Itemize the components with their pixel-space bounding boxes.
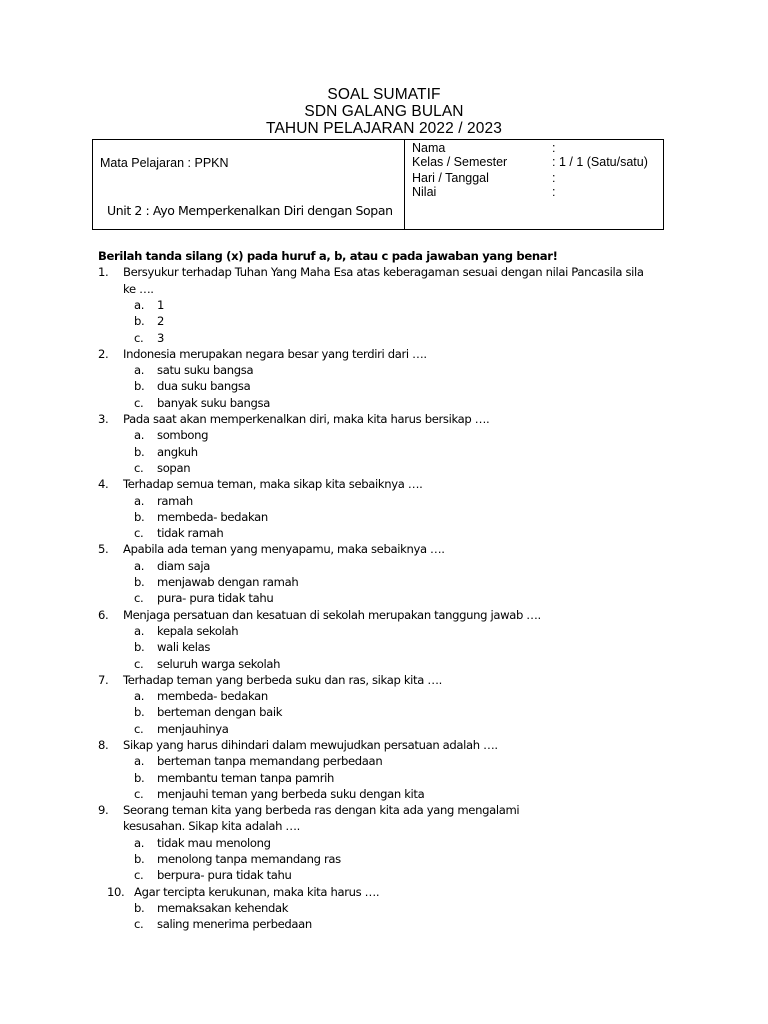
option-letter: b. <box>134 379 145 394</box>
option-text: satu suku bangsa <box>157 363 254 378</box>
option-letter: c. <box>134 330 144 345</box>
option-item <box>98 444 698 460</box>
option-text: membeda- bedakan <box>157 509 268 524</box>
option-text: ramah <box>157 493 193 508</box>
title-line-1: SOAL SUMATIF <box>327 86 441 103</box>
option-letter: a. <box>134 363 145 378</box>
option-letter: a. <box>134 754 145 769</box>
option-item <box>98 916 698 932</box>
question-item <box>98 607 698 623</box>
question-item <box>98 264 698 280</box>
option-letter: b. <box>134 852 145 867</box>
option-letter: c. <box>134 591 144 606</box>
option-text: menolong tanpa memandang ras <box>157 852 341 867</box>
question-text-continued: kesusahan. Sikap kita adalah …. <box>123 819 301 834</box>
option-text: dua suku bangsa <box>157 379 251 394</box>
option-letter: a. <box>134 297 145 312</box>
instruction-text: Berilah tanda silang (x) pada huruf a, b, atau c pada jawaban yang benar! <box>98 249 558 263</box>
option-text: menjauhi teman yang berbeda suku dengan kita <box>157 786 425 801</box>
option-item <box>98 835 698 851</box>
question-number: 10. <box>107 884 125 899</box>
option-letter: c. <box>134 786 144 801</box>
option-item <box>98 395 698 411</box>
question-item <box>98 802 698 818</box>
option-letter: c. <box>134 656 144 671</box>
header-divider <box>404 140 405 229</box>
option-letter: c. <box>134 721 144 736</box>
worksheet-title <box>0 86 768 137</box>
option-letter: c. <box>134 395 144 410</box>
option-letter: b. <box>134 705 145 720</box>
unit-label: Unit 2 : Ayo Memperkenalkan Diri dengan Sopan <box>107 203 393 218</box>
option-letter: c. <box>134 917 144 932</box>
option-text: sombong <box>157 428 209 443</box>
subject-label: Mata Pelajaran : PPKN <box>100 156 229 170</box>
question-number: 9. <box>98 803 109 818</box>
info-label: Hari / Tanggal <box>412 171 489 185</box>
question-number: 2. <box>98 346 109 361</box>
option-item <box>98 656 698 672</box>
option-letter: a. <box>134 428 145 443</box>
option-item <box>98 786 698 802</box>
option-text: tidak mau menolong <box>157 835 271 850</box>
question-text-continued: ke …. <box>123 281 154 296</box>
option-text: menjawab dengan ramah <box>157 575 299 590</box>
question-item <box>98 672 698 688</box>
option-item <box>98 590 698 606</box>
info-value: : 1 / 1 (Satu/satu) <box>552 155 648 169</box>
option-text: berpura- pura tidak tahu <box>157 868 292 883</box>
question-item <box>98 541 698 557</box>
option-item <box>98 509 698 525</box>
option-text: seluruh warga sekolah <box>157 656 281 671</box>
question-item <box>98 411 698 427</box>
option-item <box>98 313 698 329</box>
option-item <box>98 900 698 916</box>
option-text: sopan <box>157 460 191 475</box>
info-label: Nilai <box>412 185 437 199</box>
option-item <box>98 770 698 786</box>
option-letter: c. <box>134 868 144 883</box>
option-item <box>98 623 698 639</box>
question-number: 6. <box>98 607 109 622</box>
question-number: 1. <box>98 265 109 280</box>
header-table <box>92 139 664 230</box>
question-text: Indonesia merupakan negara besar yang terdiri dari …. <box>123 346 427 361</box>
question-text: Seorang teman kita yang berbeda ras dengan kita ada yang mengalami <box>123 803 520 818</box>
question-number: 4. <box>98 477 109 492</box>
option-text: 1 <box>157 297 165 312</box>
question-text: Terhadap teman yang berbeda suku dan ras, sikap kita …. <box>123 672 442 687</box>
option-text: saling menerima perbedaan <box>157 917 312 932</box>
option-letter: b. <box>134 640 145 655</box>
option-letter: b. <box>134 900 145 915</box>
option-item <box>98 867 698 883</box>
question-list <box>98 248 698 933</box>
question-text: Apabila ada teman yang menyapamu, maka sebaiknya …. <box>123 542 445 557</box>
title-line-2: SDN GALANG BULAN <box>304 103 464 120</box>
question-item <box>98 346 698 362</box>
info-value: : <box>552 185 556 199</box>
question-text: Sikap yang harus dihindari dalam mewujudkan persatuan adalah …. <box>123 738 498 752</box>
option-text: pura- pura tidak tahu <box>157 591 274 606</box>
question-continuation <box>98 281 698 297</box>
option-text: wali kelas <box>157 640 211 655</box>
option-item <box>98 688 698 704</box>
info-label: Nama <box>412 141 446 155</box>
question-text: Menjaga persatuan dan kesatuan di sekolah merupakan tanggung jawab …. <box>123 607 541 622</box>
question-text: Pada saat akan memperkenalkan diri, maka kita harus bersikap …. <box>123 412 490 427</box>
option-item <box>98 639 698 655</box>
title-line-3: TAHUN PELAJARAN 2022 / 2023 <box>266 120 502 137</box>
option-text: banyak suku bangsa <box>157 395 270 410</box>
option-text: diam saja <box>157 558 210 573</box>
question-text: Bersyukur terhadap Tuhan Yang Maha Esa atas keberagaman sesuai dengan nilai Pancasila sila <box>123 265 644 280</box>
option-item <box>98 574 698 590</box>
option-letter: c. <box>134 526 144 541</box>
question-text: Agar tercipta kerukunan, maka kita harus …. <box>134 884 380 899</box>
question-continuation <box>98 818 698 834</box>
option-item <box>98 851 698 867</box>
option-item <box>98 704 698 720</box>
option-item <box>98 378 698 394</box>
option-item <box>98 362 698 378</box>
option-letter: a. <box>134 623 145 638</box>
option-letter: a. <box>134 835 145 850</box>
option-item <box>98 721 698 737</box>
option-letter: a. <box>134 689 145 704</box>
option-item <box>98 753 698 769</box>
option-text: berteman tanpa memandang perbedaan <box>157 754 383 769</box>
option-item <box>98 297 698 313</box>
option-letter: b. <box>134 770 145 785</box>
option-text: 3 <box>157 330 165 345</box>
option-text: 2 <box>157 314 165 329</box>
option-text: kepala sekolah <box>157 623 239 638</box>
option-text: angkuh <box>157 444 198 459</box>
option-text: menjauhinya <box>157 721 229 736</box>
option-item <box>98 330 698 346</box>
question-item <box>98 884 698 900</box>
option-text: membantu teman tanpa pamrih <box>157 770 335 785</box>
question-item <box>98 476 698 492</box>
option-text: tidak ramah <box>157 526 224 541</box>
option-letter: a. <box>134 558 145 573</box>
option-item <box>98 558 698 574</box>
question-item <box>98 737 698 753</box>
question-number: 7. <box>98 672 109 687</box>
question-number: 3. <box>98 412 109 427</box>
option-letter: b. <box>134 509 145 524</box>
option-text: membeda- bedakan <box>157 689 268 704</box>
option-letter: a. <box>134 493 145 508</box>
option-letter: b. <box>134 575 145 590</box>
option-text: berteman dengan baik <box>157 705 283 720</box>
option-letter: b. <box>134 314 145 329</box>
info-label: Kelas / Semester <box>412 155 508 169</box>
option-text: memaksakan kehendak <box>157 900 289 915</box>
option-letter: b. <box>134 444 145 459</box>
question-text: Terhadap semua teman, maka sikap kita sebaiknya …. <box>123 477 423 492</box>
question-number: 8. <box>98 738 109 752</box>
question-number: 5. <box>98 542 109 557</box>
info-value: : <box>552 171 556 185</box>
info-value: : <box>552 141 556 155</box>
option-item <box>98 427 698 443</box>
option-item <box>98 460 698 476</box>
option-letter: c. <box>134 460 144 475</box>
option-item <box>98 493 698 509</box>
option-item <box>98 525 698 541</box>
